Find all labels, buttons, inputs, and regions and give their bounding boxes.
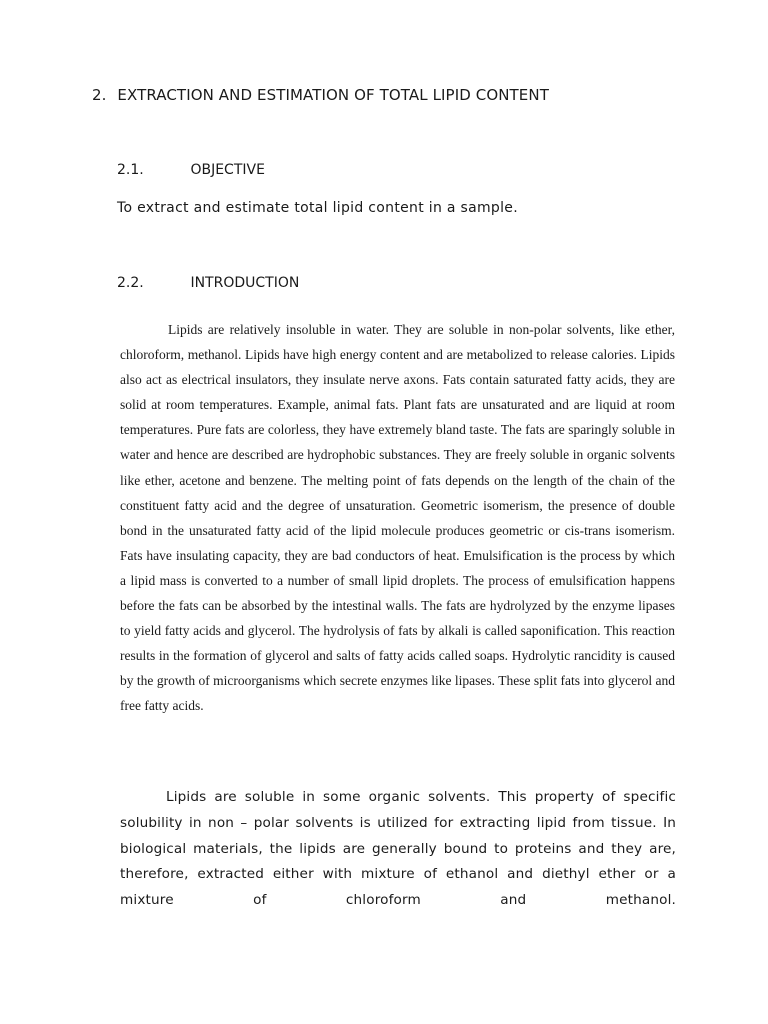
objective-text: To extract and estimate total lipid content in a sample. (117, 200, 518, 216)
chapter-number: 2. (92, 86, 107, 104)
section-heading-objective (117, 162, 265, 178)
section-heading-introduction (117, 275, 299, 291)
section-number: 2.1. (117, 162, 144, 178)
chapter-heading (92, 86, 549, 104)
section-title: OBJECTIVE (190, 162, 265, 178)
section-number: 2.2. (117, 275, 144, 291)
introduction-paragraph-1: Lipids are relatively insoluble in water. They are soluble in non-polar solvents, like ether, chloroform, methanol. Lipids have high energy content and are metabolized to release calories. Lipids also act as electrical insulators, they insulate nerve axons. Fats contain saturated fatty acids, they are solid at room temperatures. Example, animal fats. Plant fats are unsaturated and are liquid at room temperatures. Pure fats are colorless, they have extremely bland taste. The fats are sparingly soluble in water and hence are described are hydrophobic substances. They are freely soluble in organic solvents like ether, acetone and benzene. The melting point of fats depends on the length of the chain of the constituent fatty acid and the degree of unsaturation. Geometric isomerism, the presence of double bond in the unsaturated fatty acid of the lipid molecule produces geometric or cis-trans isomerism. Fats have insulating capacity, they are bad conductors of heat. Emulsification is the process by which a lipid mass is converted to a number of small lipid droplets. The process of emulsification happens before the fats can be absorbed by the intestinal walls. The fats are hydrolyzed by the enzyme lipases to yield fatty acids and glycerol. The hydrolysis of fats by alkali is called saponification. This reaction results in the formation of glycerol and salts of fatty acids called soaps. Hydrolytic rancidity is caused by the growth of microorganisms which secrete enzymes like lipases. These split fats into glycerol and free fatty acids. (120, 322, 675, 714)
section-title: INTRODUCTION (190, 275, 300, 291)
chapter-title: EXTRACTION AND ESTIMATION OF TOTAL LIPID CONTENT (117, 86, 549, 104)
introduction-paragraph-2: Lipids are soluble in some organic solvents. This property of specific solubility in non – polar solvents is utilized for extracting lipid from tissue. In biological materials, the lipids are generally bound to proteins and they are, therefore, extracted either with mixture of ethanol and diethyl ether or a mixture of chloroform and methanol. (120, 789, 676, 909)
